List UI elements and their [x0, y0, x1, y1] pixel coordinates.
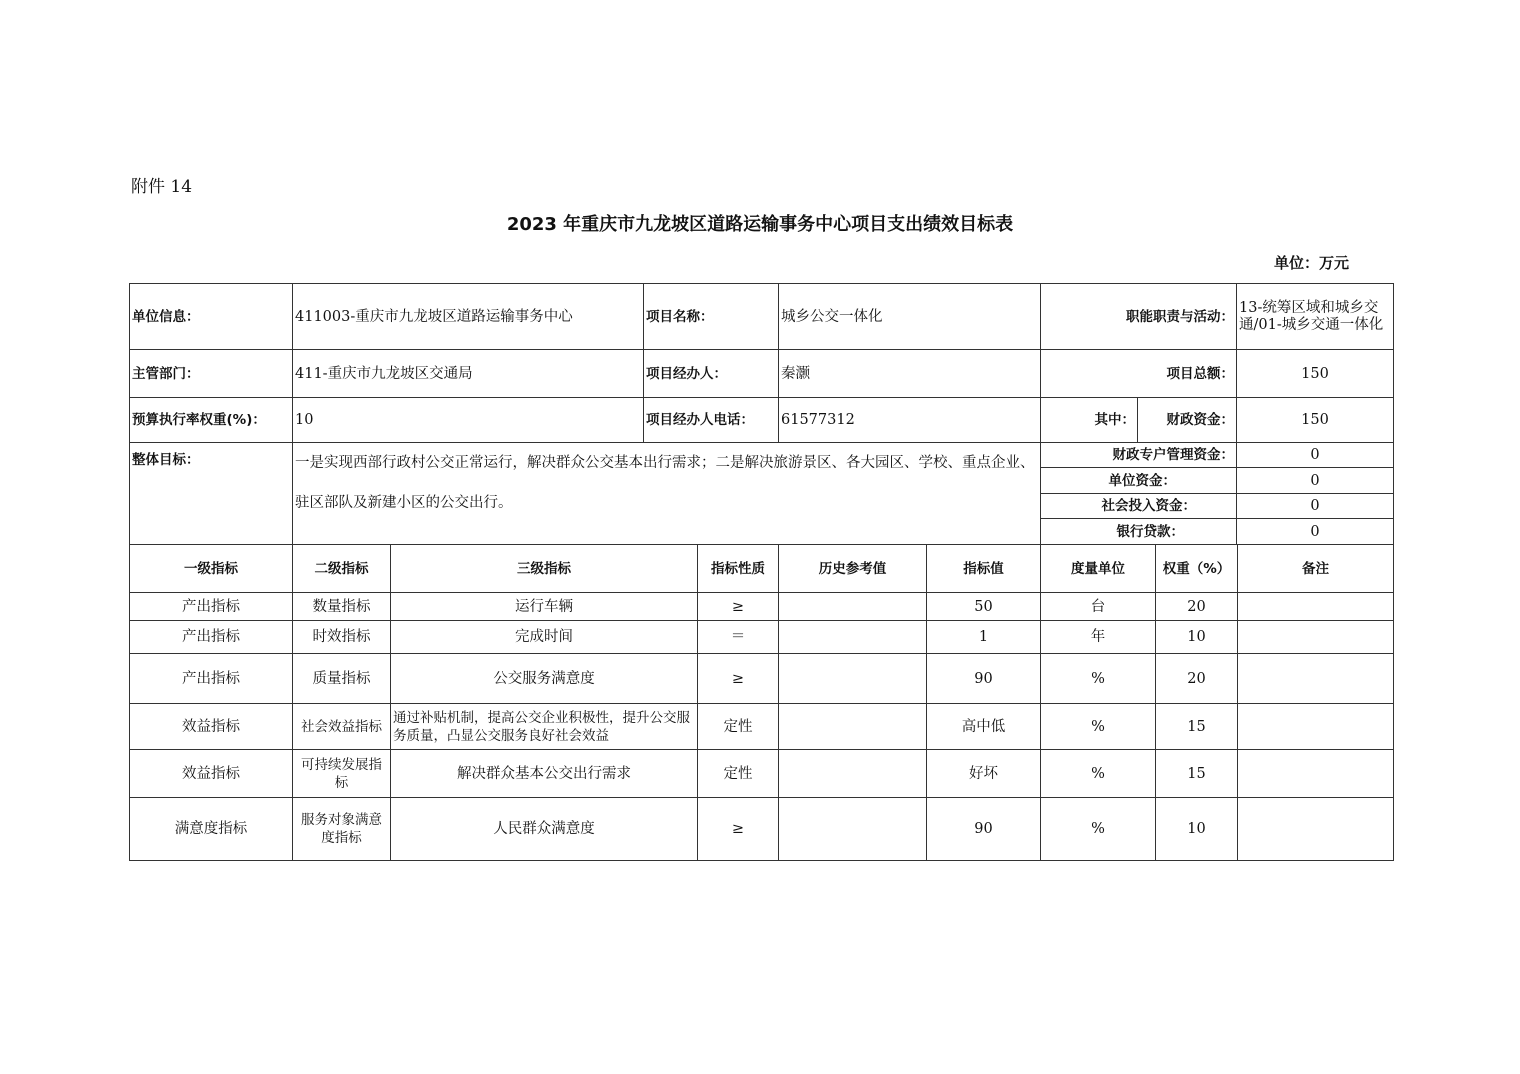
cell-l2: 服务对象满意度指标 [293, 798, 391, 861]
col-header: 三级指标 [391, 545, 698, 593]
cell-l3: 公交服务满意度 [391, 654, 698, 704]
duty-value: 13-统筹区域和城乡交通/01-城乡交通一体化 [1237, 284, 1394, 350]
dept-value: 411-重庆市九龙坡区交通局 [293, 350, 644, 398]
unit-label: 单位：万元 [1274, 254, 1350, 272]
unit-info-value: 411003-重庆市九龙坡区道路运输事务中心 [293, 284, 644, 350]
cell-weight: 15 [1156, 750, 1238, 798]
table-row [130, 798, 1394, 861]
table-row [130, 704, 1394, 750]
cell-l2: 社会效益指标 [293, 704, 391, 750]
table-row [130, 654, 1394, 704]
page-title: 2023 年重庆市九龙坡区道路运输事务中心项目支出绩效目标表 [506, 214, 1014, 235]
bank-loan-value: 0 [1237, 519, 1394, 545]
cell-l1: 效益指标 [130, 750, 293, 798]
cell-note [1238, 704, 1394, 750]
cell-unit: % [1041, 750, 1156, 798]
cell-l2: 可持续发展指标 [293, 750, 391, 798]
cell-value: 90 [927, 654, 1041, 704]
cell-l1: 产出指标 [130, 593, 293, 621]
unit-fund-label: 单位资金： [1041, 468, 1237, 494]
cell-l2: 时效指标 [293, 621, 391, 654]
cell-weight: 10 [1156, 798, 1238, 861]
unit-fund-value: 0 [1237, 468, 1394, 494]
cell-value: 90 [927, 798, 1041, 861]
phone-label: 项目经办人电话： [644, 398, 779, 443]
col-header: 二级指标 [293, 545, 391, 593]
cell-nature: ＝ [698, 621, 779, 654]
fiscal-label: 财政资金： [1138, 398, 1237, 443]
bank-loan-label: 银行贷款： [1041, 519, 1237, 545]
cell-weight: 15 [1156, 704, 1238, 750]
cell-l1: 效益指标 [130, 704, 293, 750]
cell-nature: 定性 [698, 704, 779, 750]
project-name-label: 项目名称： [644, 284, 779, 350]
total-value: 150 [1237, 350, 1394, 398]
cell-unit: % [1041, 798, 1156, 861]
objective-label: 整体目标： [130, 443, 293, 545]
cell-l2: 质量指标 [293, 654, 391, 704]
table-row [130, 593, 1394, 621]
attachment-label: 附件 14 [131, 177, 193, 197]
cell-value: 50 [927, 593, 1041, 621]
col-header: 备注 [1238, 545, 1394, 593]
indicator-table [129, 544, 1394, 861]
social-fund-value: 0 [1237, 494, 1394, 519]
cell-history [779, 798, 927, 861]
cell-note [1238, 593, 1394, 621]
duty-label: 职能职责与活动： [1041, 284, 1237, 350]
unit-info-label: 单位信息： [130, 284, 293, 350]
cell-history [779, 704, 927, 750]
handler-value: 秦灏 [779, 350, 1041, 398]
col-header: 指标性质 [698, 545, 779, 593]
cell-nature: ≥ [698, 593, 779, 621]
dept-label: 主管部门： [130, 350, 293, 398]
col-header: 历史参考值 [779, 545, 927, 593]
cell-note [1238, 750, 1394, 798]
fiscal-value: 150 [1237, 398, 1394, 443]
cell-weight: 10 [1156, 621, 1238, 654]
cell-history [779, 621, 927, 654]
cell-unit: 台 [1041, 593, 1156, 621]
table-row [130, 621, 1394, 654]
header-row [130, 545, 1394, 593]
cell-l3: 解决群众基本公交出行需求 [391, 750, 698, 798]
cell-l3: 运行车辆 [391, 593, 698, 621]
budget-rate-value: 10 [293, 398, 644, 443]
cell-unit: % [1041, 704, 1156, 750]
cell-value: 高中低 [927, 704, 1041, 750]
cell-note [1238, 621, 1394, 654]
col-header: 权重（%） [1156, 545, 1238, 593]
among-label: 其中： [1041, 398, 1138, 443]
special-fund-label: 财政专户管理资金： [1041, 443, 1237, 468]
cell-nature: ≥ [698, 798, 779, 861]
table-row [130, 750, 1394, 798]
col-header: 指标值 [927, 545, 1041, 593]
cell-history [779, 750, 927, 798]
col-header: 一级指标 [130, 545, 293, 593]
cell-value: 1 [927, 621, 1041, 654]
cell-note [1238, 798, 1394, 861]
cell-unit: 年 [1041, 621, 1156, 654]
cell-nature: ≥ [698, 654, 779, 704]
project-name-value: 城乡公交一体化 [779, 284, 1041, 350]
info-table [129, 283, 1394, 545]
cell-l1: 满意度指标 [130, 798, 293, 861]
cell-value: 好坏 [927, 750, 1041, 798]
budget-rate-label: 预算执行率权重(%)： [130, 398, 293, 443]
cell-l1: 产出指标 [130, 621, 293, 654]
cell-history [779, 654, 927, 704]
special-fund-value: 0 [1237, 443, 1394, 468]
cell-nature: 定性 [698, 750, 779, 798]
cell-l3: 完成时间 [391, 621, 698, 654]
cell-l2: 数量指标 [293, 593, 391, 621]
cell-l3: 通过补贴机制，提高公交企业积极性，提升公交服务质量，凸显公交服务良好社会效益 [391, 704, 698, 750]
cell-weight: 20 [1156, 654, 1238, 704]
total-label: 项目总额： [1041, 350, 1237, 398]
cell-l1: 产出指标 [130, 654, 293, 704]
handler-label: 项目经办人： [644, 350, 779, 398]
cell-weight: 20 [1156, 593, 1238, 621]
cell-note [1238, 654, 1394, 704]
objective-value: 一是实现西部行政村公交正常运行，解决群众公交基本出行需求；二是解决旅游景区、各大园区、学校、重点企业、驻区部队及新建小区的公交出行。 [293, 443, 1041, 545]
col-header: 度量单位 [1041, 545, 1156, 593]
cell-unit: % [1041, 654, 1156, 704]
phone-value: 61577312 [779, 398, 1041, 443]
cell-history [779, 593, 927, 621]
cell-l3: 人民群众满意度 [391, 798, 698, 861]
social-fund-label: 社会投入资金： [1041, 494, 1237, 519]
